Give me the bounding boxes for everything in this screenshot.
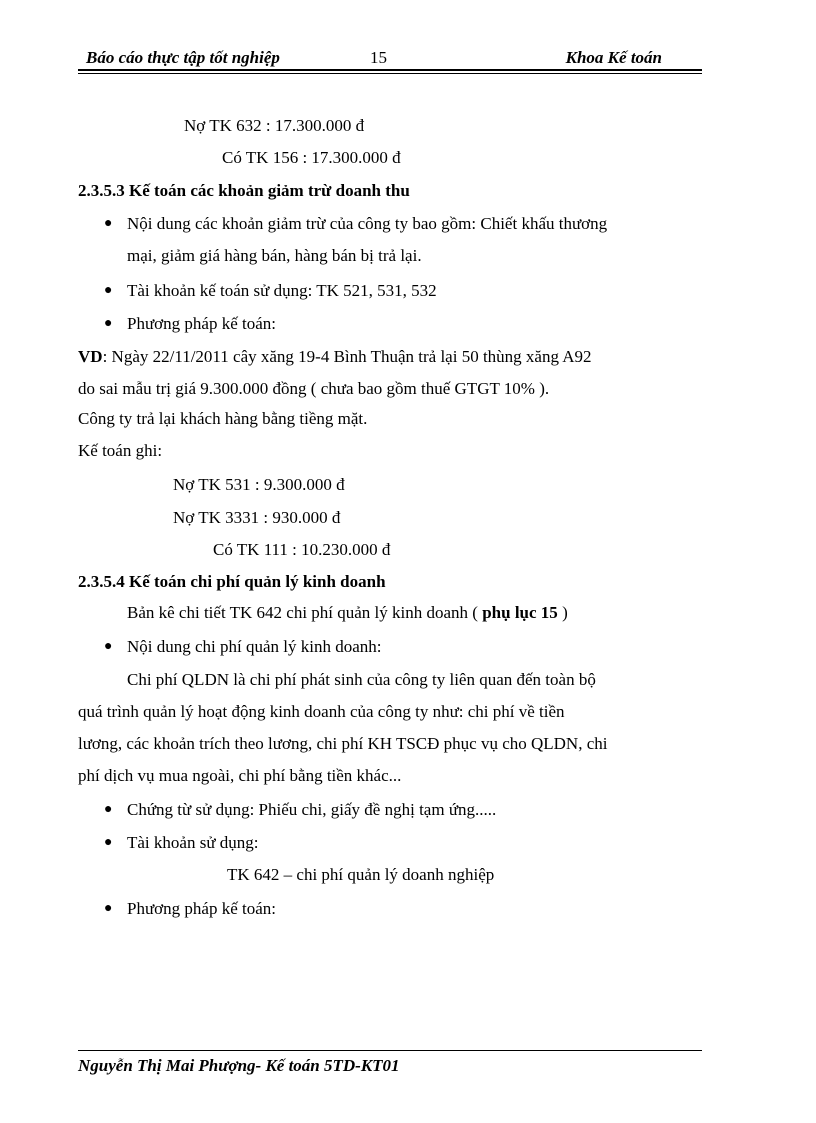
bullet-accounts-used: Tài khoản kế toán sử dụng: TK 521, 531, 532 [127, 281, 437, 300]
header-rule-thick [78, 69, 702, 71]
example-label: VD [78, 347, 103, 366]
appendix-reference: phụ lục 15 [482, 603, 558, 622]
entry-debit-3331: Nợ TK 3331 : 930.000 đ [173, 508, 341, 527]
footer-rule [78, 1050, 702, 1051]
bullet-icon: ● [104, 316, 113, 331]
example-line-2: do sai mẫu trị giá 9.300.000 đồng ( chưa bao gồm thuế GTGT 10% ). [78, 379, 550, 398]
entry-debit-531: Nợ TK 531 : 9.300.000 đ [173, 475, 345, 494]
example-line-1 [78, 347, 592, 367]
bullet-accounts-used-2: Tài khoản sử dụng: [127, 833, 259, 852]
account-642-line: TK 642 – chi phí quản lý doanh nghiệp [227, 865, 495, 884]
bullet-icon: ● [104, 901, 113, 916]
paragraph-line-1: Chi phí QLDN là chi phí phát sinh của công ty liên quan đến toàn bộ [127, 670, 596, 689]
entry-debit-632: Nợ TK 632 : 17.300.000 đ [184, 116, 365, 135]
bullet-icon: ● [104, 283, 113, 298]
example-line-3: Công ty trả lại khách hàng bằng tiềng mặt. [78, 409, 368, 428]
bullet-method: Phương pháp kế toán: [127, 314, 276, 333]
section-heading-2353: 2.3.5.3 Kế toán các khoản giảm trừ doanh thu [78, 181, 410, 200]
paragraph-line-3: lương, các khoản trích theo lương, chi phí KH TSCĐ phục vụ cho QLDN, chi [78, 734, 608, 753]
bullet-deduction-content: Nội dung các khoản giảm trừ của công ty bao gồm: Chiết khấu thương [127, 214, 608, 233]
bullet-documents-used: Chứng từ sử dụng: Phiếu chi, giấy đề nghị tạm ứng..... [127, 800, 497, 819]
bullet-icon: ● [104, 216, 113, 231]
ke-toan-ghi-label: Kế toán ghi: [78, 441, 163, 460]
footer-author: Nguyễn Thị Mai Phượng- Kế toán 5TD-KT01 [78, 1056, 400, 1075]
bullet-icon: ● [104, 802, 113, 817]
header-rule-thin [78, 73, 702, 74]
intro-line [127, 603, 568, 623]
header-report-title: Báo cáo thực tập tốt nghiệp [86, 48, 280, 67]
entry-credit-156: Có TK 156 : 17.300.000 đ [222, 148, 401, 167]
bullet-method-2: Phương pháp kế toán: [127, 899, 276, 918]
intro-prefix: Bản kê chi tiết TK 642 chi phí quản lý kinh doanh ( [127, 603, 483, 622]
bullet-icon: ● [104, 639, 113, 654]
bullet-icon: ● [104, 835, 113, 850]
bullet-cost-content: Nội dung chi phí quản lý kinh doanh: [127, 637, 382, 656]
paragraph-line-2: quá trình quản lý hoạt động kinh doanh của công ty như: chi phí về tiền [78, 702, 565, 721]
page-number: 15 [370, 48, 387, 67]
bullet-deduction-content-cont: mại, giảm giá hàng bán, hàng bán bị trả lại. [127, 246, 422, 265]
header-department: Khoa Kế toán [565, 48, 662, 67]
entry-credit-111: Có TK 111 : 10.230.000 đ [213, 540, 391, 559]
example-text: : Ngày 22/11/2011 cây xăng 19-4 Bình Thuận trả lại 50 thùng xăng A92 [102, 347, 592, 366]
intro-suffix: ) [557, 603, 568, 622]
paragraph-line-4: phí dịch vụ mua ngoài, chi phí bằng tiền khác... [78, 766, 402, 785]
section-heading-2354: 2.3.5.4 Kế toán chi phí quản lý kinh doanh [78, 572, 386, 591]
